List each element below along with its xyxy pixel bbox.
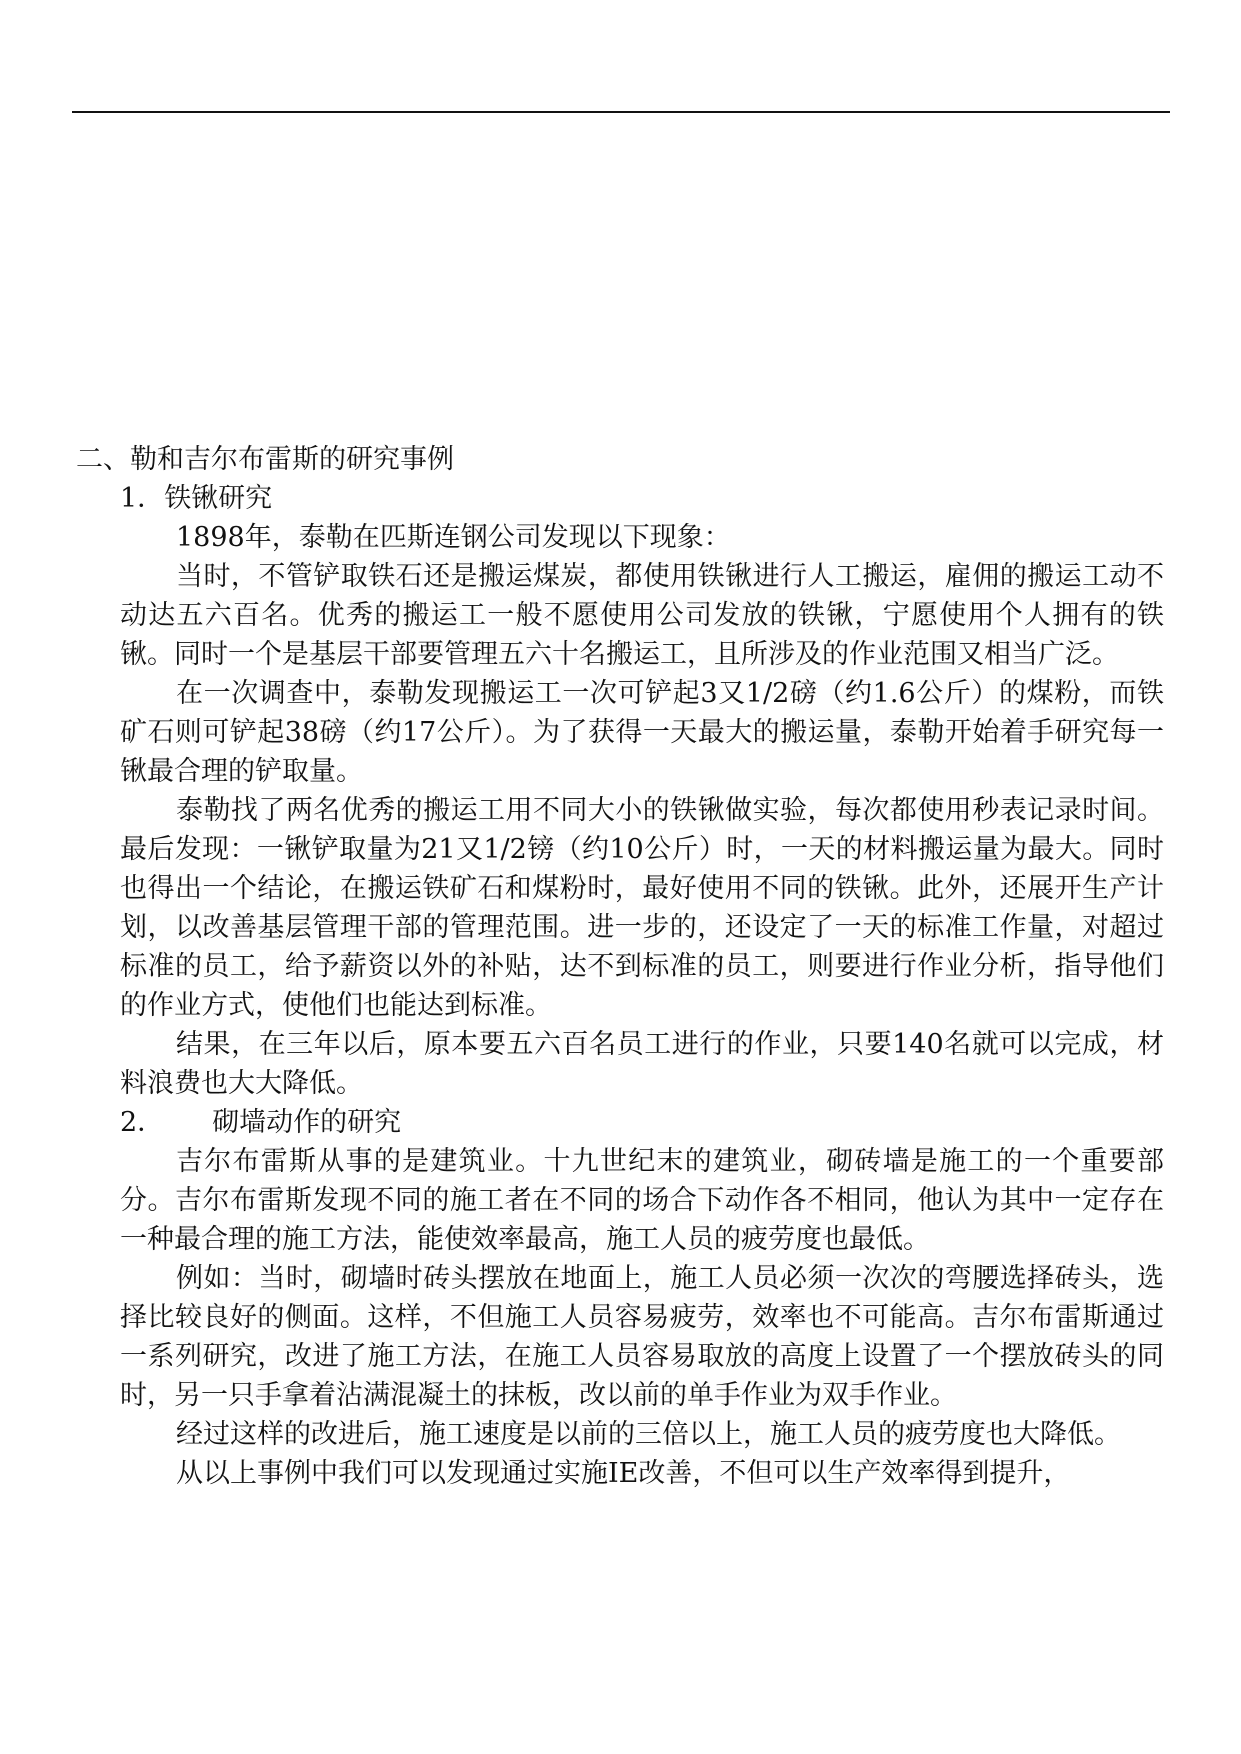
subsection-number-2: 2． [120, 1107, 165, 1138]
paragraph: 当时，不管铲取铁石还是搬运煤炭，都使用铁锹进行人工搬运，雇佣的搬运工动不动达五六百名。优秀的搬运工一般不愿使用公司发放的铁锹，宁愿使用个人拥有的铁锹。同时一个是基层干部要管理五六十名搬运工，且所涉及的作业范围又相当广泛。 [120, 561, 1164, 670]
document-body [76, 440, 1164, 1493]
subsection-heading-1 [120, 479, 1164, 518]
paragraph: 1898年，泰勒在匹斯连钢公司发现以下现象： [176, 522, 731, 553]
paragraph: 经过这样的改进后，施工速度是以前的三倍以上，施工人员的疲劳度也大降低。 [176, 1419, 1121, 1450]
paragraph: 吉尔布雷斯从事的是建筑业。十九世纪末的建筑业，砌砖墙是施工的一个重要部分。吉尔布雷斯发现不同的施工者在不同的场合下动作各不相同，他认为其中一定存在一种最合理的施工方法，能使效率最高，施工人员的疲劳度也最低。 [120, 1146, 1164, 1255]
subsection-number-1: 1． [120, 483, 165, 514]
subsection-heading-2 [120, 1103, 1164, 1142]
subsection-title-2: 砌墙动作的研究 [212, 1107, 402, 1138]
paragraph: 在一次调查中，泰勒发现搬运工一次可铲起3又1/2磅（约1.6公斤）的煤粉，而铁矿石则可铲起38磅（约17公斤）。为了获得一天最大的搬运量，泰勒开始着手研究每一锹最合理的铲取量。 [120, 678, 1164, 787]
paragraph: 泰勒找了两名优秀的搬运工用不同大小的铁锹做实验，每次都使用秒表记录时间。最后发现：一锹铲取量为21又1/2镑（约10公斤）时，一天的材料搬运量为最大。同时也得出一个结论，在搬运铁矿石和煤粉时，最好使用不同的铁锹。此外，还展开生产计划，以改善基层管理干部的管理范围。进一步的，还设定了一天的标准工作量，对超过标准的员工，给予薪资以外的补贴，达不到标准的员工，则要进行作业分析，指导他们的作业方式，使他们也能达到标准。 [120, 795, 1164, 1021]
paragraph: 从以上事例中我们可以发现通过实施IE改善，不但可以生产效率得到提升， [176, 1458, 1071, 1489]
header-rule [72, 111, 1170, 113]
paragraph: 结果，在三年以后，原本要五六百名员工进行的作业，只要140名就可以完成，材料浪费也大大降低。 [120, 1029, 1164, 1099]
subsection-title-1: 铁锹研究 [164, 483, 273, 514]
section-heading: 二、勒和吉尔布雷斯的研究事例 [76, 444, 454, 475]
paragraph: 例如：当时，砌墙时砖头摆放在地面上，施工人员必须一次次的弯腰选择砖头，选择比较良好的侧面。这样，不但施工人员容易疲劳，效率也不可能高。吉尔布雷斯通过一系列研究，改进了施工方法，在施工人员容易取放的高度上设置了一个摆放砖头的同时，另一只手拿着沾满混凝土的抹板，改以前的单手作业为双手作业。 [120, 1263, 1164, 1411]
